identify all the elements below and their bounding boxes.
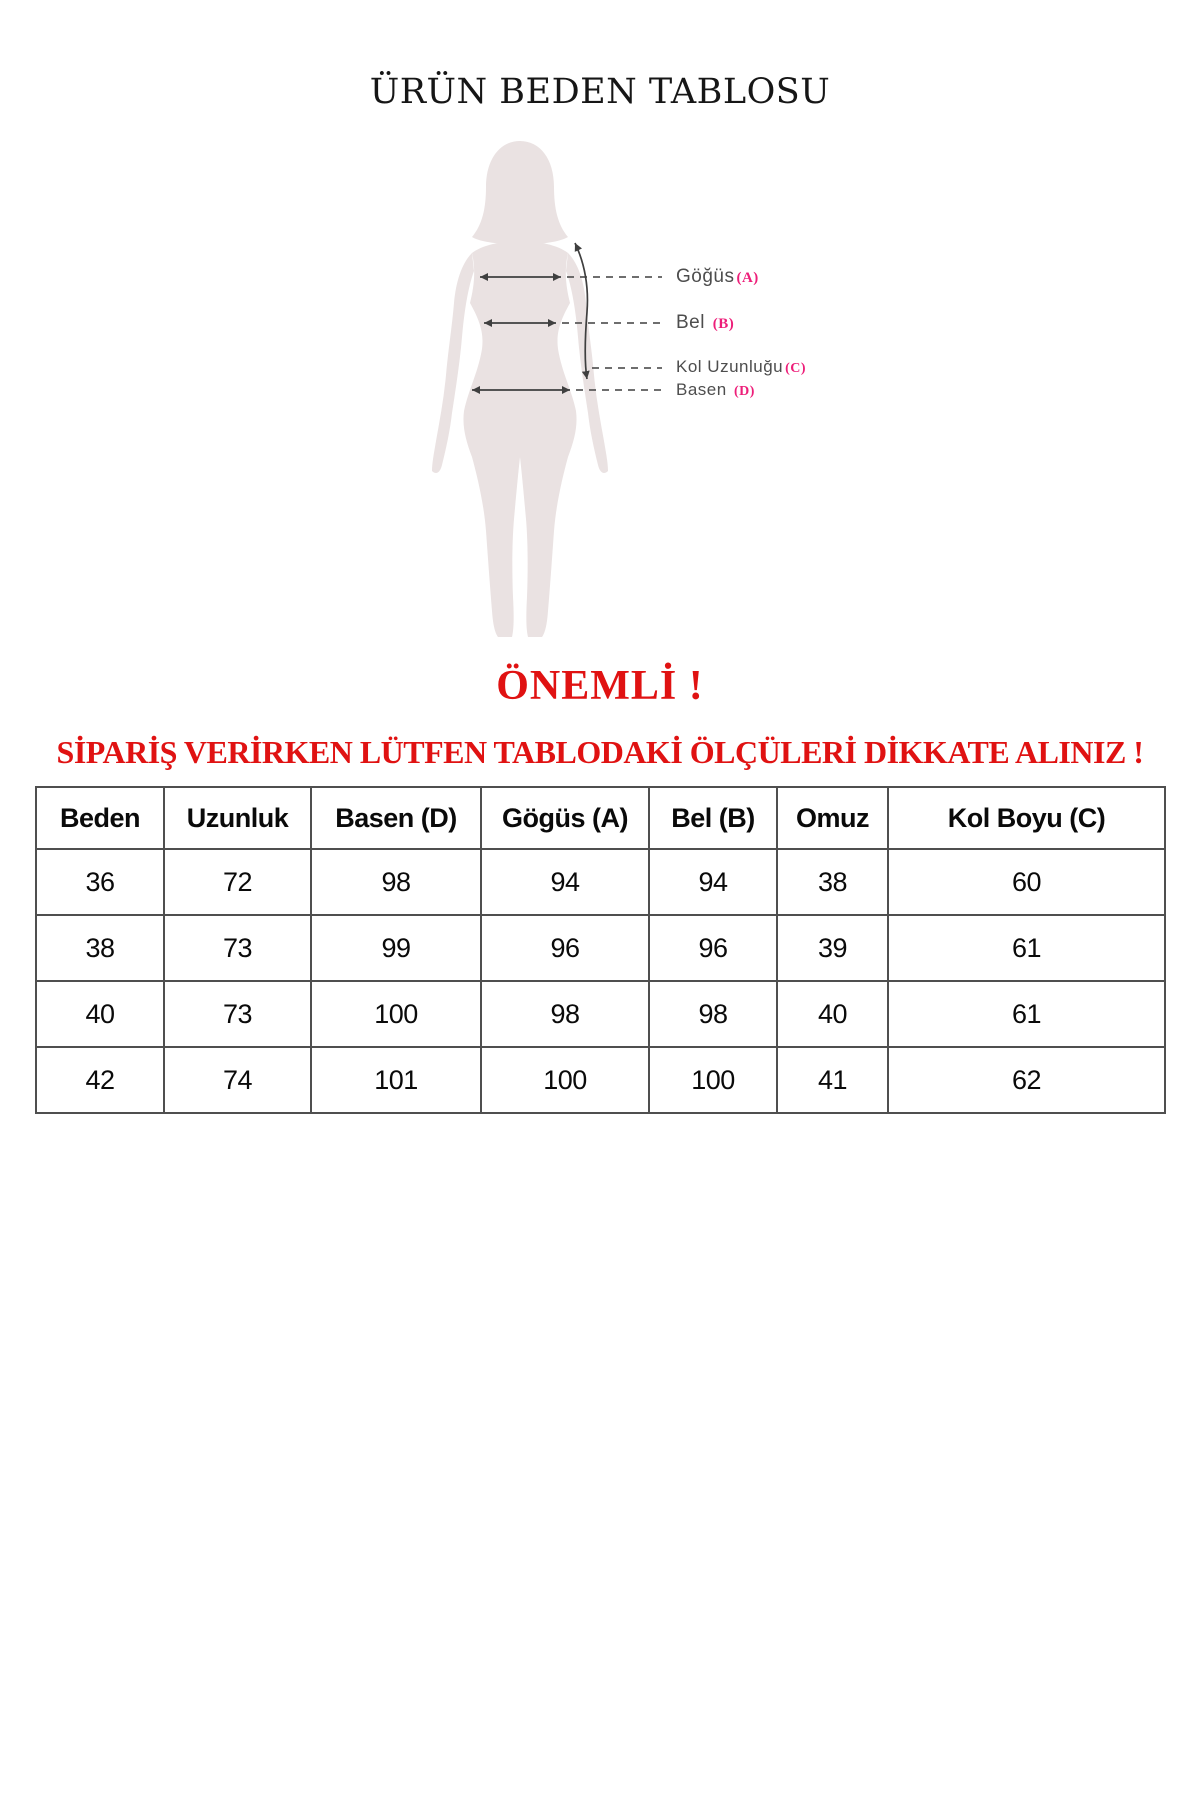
- label-waist: [676, 312, 734, 334]
- cell: 38: [777, 849, 888, 915]
- label-hip-text: Basen: [676, 380, 727, 399]
- important-heading: ÖNEMLİ !: [496, 663, 704, 709]
- table-row: [36, 849, 1165, 915]
- col-header-bel: Bel (B): [649, 787, 777, 849]
- label-chest-text: Göğüs: [676, 266, 735, 287]
- cell: 73: [164, 915, 311, 981]
- cell: 36: [36, 849, 164, 915]
- col-header-kol-boyu: Kol Boyu (C): [888, 787, 1165, 849]
- cell: 40: [36, 981, 164, 1047]
- label-chest: [676, 266, 759, 288]
- label-arm-length-letter: (C): [785, 361, 807, 376]
- label-chest-letter: (A): [736, 270, 759, 286]
- cell: 98: [481, 981, 649, 1047]
- cell: 99: [311, 915, 481, 981]
- label-waist-letter: (B): [712, 316, 735, 332]
- cell: 40: [777, 981, 888, 1047]
- cell: 62: [888, 1047, 1165, 1113]
- label-hip: [676, 380, 755, 400]
- cell: 60: [888, 849, 1165, 915]
- cell: 73: [164, 981, 311, 1047]
- page-title: ÜRÜN BEDEN TABLOSU: [369, 72, 831, 112]
- cell: 72: [164, 849, 311, 915]
- cell: 61: [888, 915, 1165, 981]
- cell: 42: [36, 1047, 164, 1113]
- cell: 96: [649, 915, 777, 981]
- cell: 94: [481, 849, 649, 915]
- label-arm-length: [676, 357, 806, 377]
- label-arm-length-text: Kol Uzunluğu: [676, 357, 784, 376]
- table-row: [36, 1047, 1165, 1113]
- cell: 41: [777, 1047, 888, 1113]
- cell: 38: [36, 915, 164, 981]
- col-header-gogus: Gögüs (A): [481, 787, 649, 849]
- arm-length-arrow: [575, 243, 587, 379]
- table-row: [36, 915, 1165, 981]
- order-warning-text: SİPARİŞ VERİRKEN LÜTFEN TABLODAKİ ÖLÇÜLERİ DİKKATE ALINIZ !: [56, 734, 1144, 770]
- size-table-header-row: [36, 787, 1165, 849]
- cell: 98: [649, 981, 777, 1047]
- col-header-uzunluk: Uzunluk: [164, 787, 311, 849]
- cell: 39: [777, 915, 888, 981]
- cell: 96: [481, 915, 649, 981]
- cell: 101: [311, 1047, 481, 1113]
- cell: 74: [164, 1047, 311, 1113]
- label-waist-text: Bel: [676, 312, 705, 333]
- cell: 100: [481, 1047, 649, 1113]
- col-header-beden: Beden: [36, 787, 164, 849]
- cell: 94: [649, 849, 777, 915]
- label-hip-letter: (D): [733, 384, 755, 399]
- size-table: [35, 786, 1166, 1114]
- cell: 98: [311, 849, 481, 915]
- cell: 61: [888, 981, 1165, 1047]
- table-row: [36, 981, 1165, 1047]
- cell: 100: [311, 981, 481, 1047]
- measurement-arrows: [0, 0, 1200, 700]
- cell: 100: [649, 1047, 777, 1113]
- col-header-basen: Basen (D): [311, 787, 481, 849]
- col-header-omuz: Omuz: [777, 787, 888, 849]
